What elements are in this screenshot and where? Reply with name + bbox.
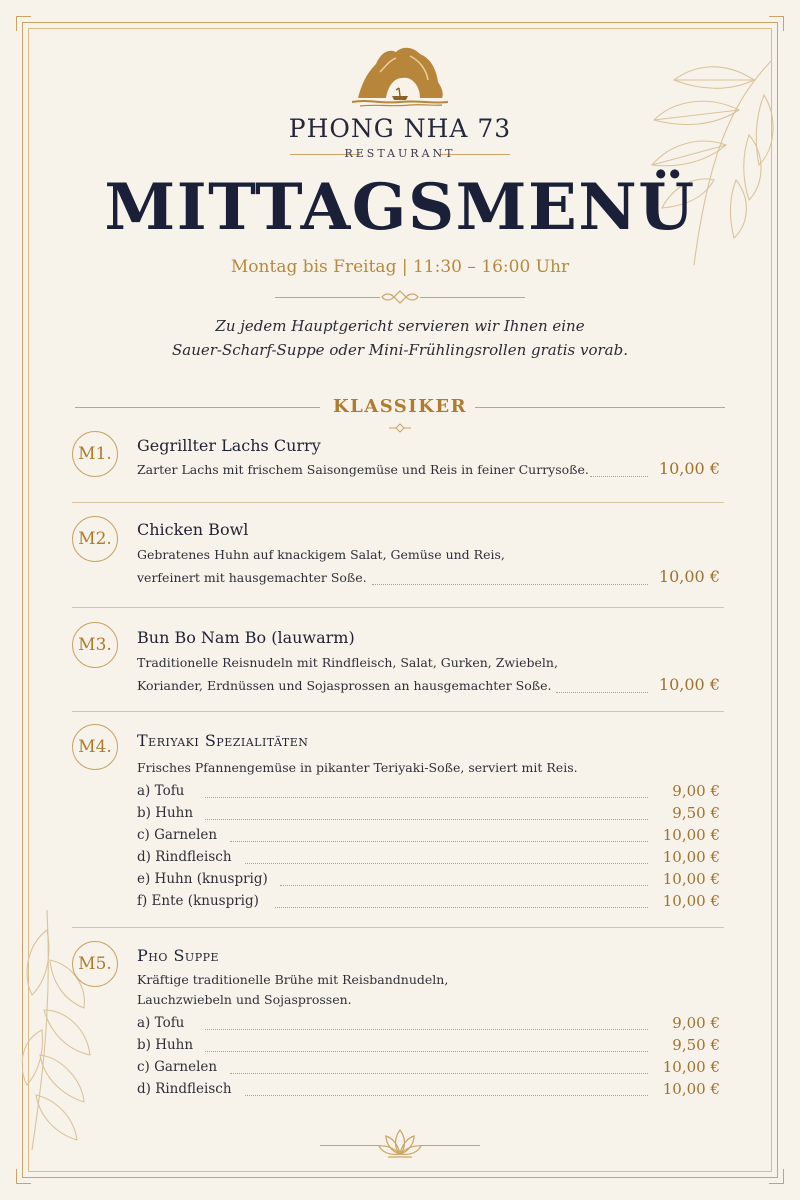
option-label: a) Tofu [137, 1015, 185, 1031]
option-label: c) Garnelen [137, 827, 218, 843]
leader-dots [590, 476, 648, 477]
opening-hours: Montag bis Freitag | 11:30 – 16:00 Uhr [230, 257, 570, 277]
item-number-badge: M2. [72, 516, 118, 562]
leader-dots [205, 1051, 648, 1052]
restaurant-subtitle: RESTAURANT [344, 147, 456, 160]
item-number-badge: M5. [72, 941, 118, 987]
item-name: Teriyaki Spezialitäten [137, 731, 309, 750]
option-label: f) Ente (knusprig) [137, 893, 259, 909]
divider-line [320, 1145, 380, 1146]
item-divider [72, 711, 724, 712]
section-title: KLASSIKER [332, 396, 468, 417]
leader-dots [280, 885, 648, 886]
intro-line: Zu jedem Hauptgericht servieren wir Ihnen eine [215, 317, 585, 335]
intro-line: Sauer-Scharf-Suppe oder Mini-Frühlingsrollen gratis vorab. [172, 341, 628, 359]
leader-dots [556, 692, 648, 693]
option-price: 9,50 € [672, 1036, 720, 1054]
page-title: MITTAGSMENÜ [104, 170, 696, 245]
corner-ornament [769, 1169, 784, 1184]
item-name: Pho Suppe [137, 946, 220, 965]
leader-dots [230, 1073, 648, 1074]
item-description: verfeinert mit hausgemachter Soße. [137, 570, 367, 585]
option-label: e) Huhn (knusprig) [137, 871, 268, 887]
item-description: Koriander, Erdnüssen und Sojasprossen an hausgemachter Soße. [137, 678, 552, 693]
option-price: 10,00 € [662, 1080, 720, 1098]
divider-line [420, 297, 525, 298]
option-price: 10,00 € [662, 848, 720, 866]
divider-line [420, 1145, 480, 1146]
item-description: Frisches Pfannengemüse in pikanter Teriyaki-Soße, serviert mit Reis. [137, 760, 578, 775]
leader-dots [245, 863, 648, 864]
leaf-decoration-icon [22, 890, 132, 1150]
divider-line [475, 407, 725, 408]
option-price: 9,50 € [672, 804, 720, 822]
karst-mountain-logo-icon [350, 42, 450, 108]
item-description: Traditionelle Reisnudeln mit Rindfleisch, Salat, Gurken, Zwiebeln, [137, 655, 558, 670]
item-name: Bun Bo Nam Bo (lauwarm) [137, 628, 355, 647]
option-price: 9,00 € [672, 1014, 720, 1032]
divider-line [275, 297, 380, 298]
item-divider [72, 502, 724, 503]
option-price: 10,00 € [662, 1058, 720, 1076]
flourish-icon [388, 422, 412, 434]
item-price: 10,00 € [658, 675, 720, 694]
item-divider [72, 607, 724, 608]
item-description: Kräftige traditionelle Brühe mit Reisbandnudeln, [137, 972, 449, 987]
option-label: d) Rindfleisch [137, 849, 232, 865]
option-label: d) Rindfleisch [137, 1081, 232, 1097]
item-price: 10,00 € [658, 459, 720, 478]
flourish-icon [380, 289, 420, 305]
leader-dots [275, 907, 648, 908]
leader-dots [205, 1029, 648, 1030]
option-label: b) Huhn [137, 1037, 194, 1053]
restaurant-name: PHONG NHA 73 [288, 114, 512, 143]
option-label: a) Tofu [137, 783, 185, 799]
item-number-badge: M4. [72, 724, 118, 770]
item-description: Lauchzwiebeln und Sojasprossen. [137, 992, 352, 1007]
leader-dots [205, 819, 648, 820]
lotus-icon [378, 1126, 422, 1160]
item-divider [72, 927, 724, 928]
option-price: 9,00 € [672, 782, 720, 800]
corner-ornament [16, 1169, 31, 1184]
leader-dots [205, 797, 648, 798]
item-number-badge: M1. [72, 431, 118, 477]
leader-dots [230, 841, 648, 842]
item-description: Zarter Lachs mit frischem Saisongemüse und Reis in feiner Currysoße. [137, 462, 589, 477]
divider-line [75, 407, 320, 408]
item-name: Chicken Bowl [137, 520, 249, 539]
option-label: c) Garnelen [137, 1059, 218, 1075]
corner-ornament [16, 16, 31, 31]
item-description: Gebratenes Huhn auf knackigem Salat, Gemüse und Reis, [137, 547, 505, 562]
leader-dots [245, 1095, 648, 1096]
leader-dots [372, 584, 648, 585]
option-price: 10,00 € [662, 826, 720, 844]
option-price: 10,00 € [662, 870, 720, 888]
corner-ornament [769, 16, 784, 31]
item-price: 10,00 € [658, 567, 720, 586]
option-label: b) Huhn [137, 805, 194, 821]
item-name: Gegrillter Lachs Curry [137, 436, 321, 455]
option-price: 10,00 € [662, 892, 720, 910]
item-number-badge: M3. [72, 622, 118, 668]
